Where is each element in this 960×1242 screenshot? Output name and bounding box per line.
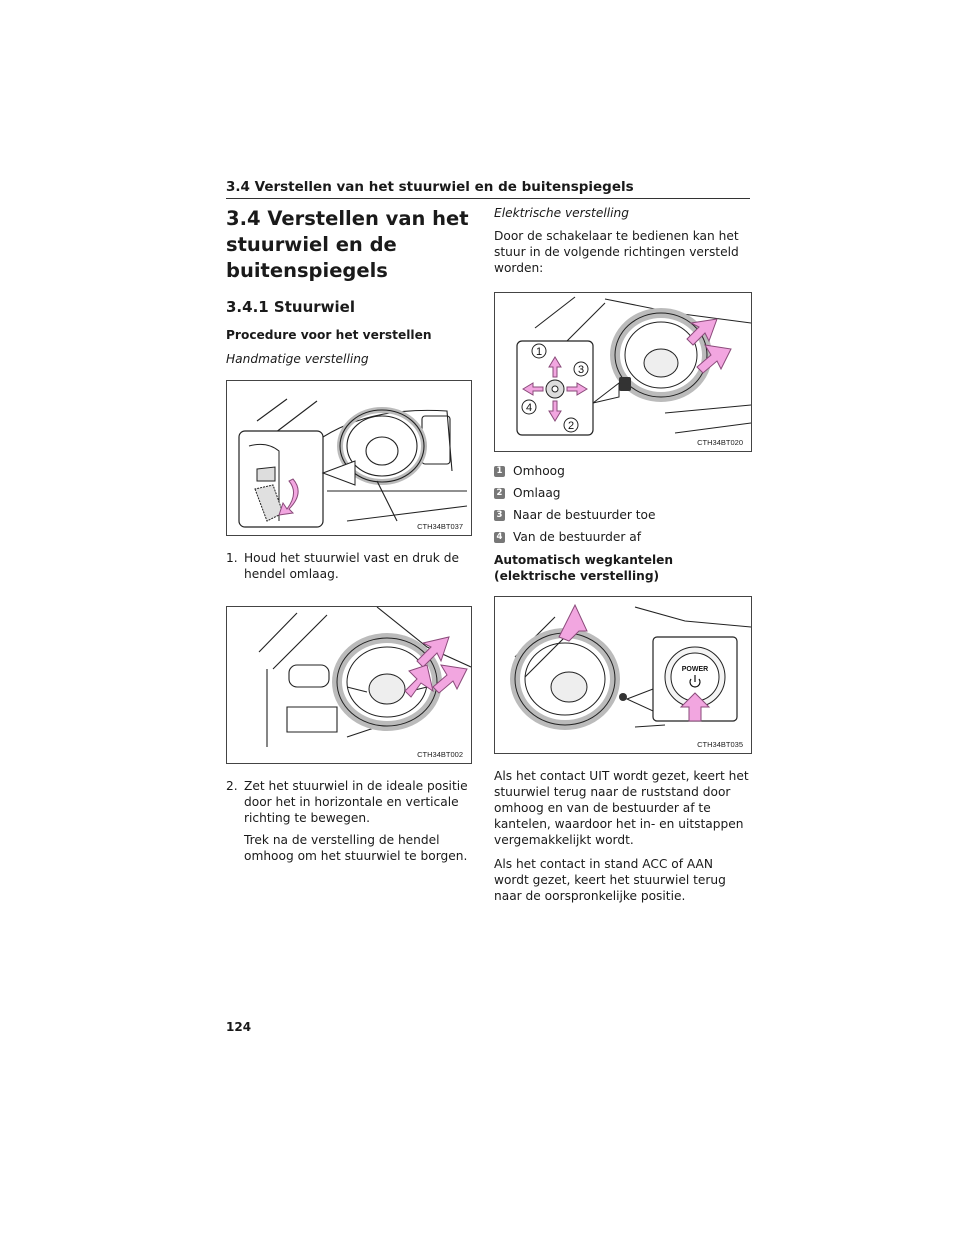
- right-column: [494, 206, 750, 904]
- procedure-heading: Procedure voor het verstellen: [226, 328, 432, 342]
- subsection-title: 3.4.1 Stuurwiel: [226, 298, 355, 316]
- step-number: 1.: [226, 551, 238, 565]
- direction-item: [494, 530, 750, 544]
- figure-tilt-telescopic: [226, 606, 472, 764]
- section-title: 3.4 Verstellen van het stuurwiel en de buitenspiegels: [226, 207, 469, 282]
- callout-4: 4: [525, 402, 533, 414]
- step-1: [226, 550, 470, 582]
- header-rule: [226, 198, 750, 199]
- electric-adjust-heading: Elektrische verstelling: [494, 206, 629, 220]
- callout-1: 1: [535, 346, 543, 358]
- figure-code: CTH34BT035: [697, 740, 743, 749]
- callout-3: 3: [577, 364, 585, 376]
- steering-adjust-illustration: [227, 607, 471, 763]
- direction-label: Omhoog: [513, 464, 565, 478]
- number-badge: 1: [494, 466, 505, 477]
- step-text: Houd het stuurwiel vast en druk de hendel omlaag.: [244, 551, 459, 581]
- callout-2: 2: [567, 420, 575, 432]
- auto-tilt-heading: Automatisch wegkantelen (elektrische verstelling): [494, 553, 674, 583]
- auto-tilt-paragraph-1: Als het contact UIT wordt gezet, keert het stuurwiel terug naar de ruststand door omhoog en van de bestuurder af te kantelen, waardoor het in- en uitstappen vergemakkelijkt wordt.: [494, 769, 749, 847]
- direction-list: [494, 464, 750, 544]
- direction-label: Naar de bestuurder toe: [513, 508, 656, 522]
- figure-code: CTH34BT020: [697, 438, 743, 447]
- direction-item: [494, 464, 750, 478]
- figure-code: CTH34BT002: [417, 750, 463, 759]
- electric-intro-text: Door de schakelaar te bedienen kan het stuur in de volgende richtingen versteld worden:: [494, 229, 739, 275]
- step-2-note: [226, 832, 470, 864]
- direction-item: [494, 486, 750, 500]
- step-text: Zet het stuurwiel in de ideale positie door het in horizontale en verticale richting te bewegen.: [244, 779, 468, 825]
- page-number: 124: [226, 1020, 252, 1034]
- number-badge: 3: [494, 510, 505, 521]
- number-badge: 2: [494, 488, 505, 499]
- electric-switch-illustration: [495, 293, 751, 451]
- step-note-text: Trek na de verstelling de hendel omhoog om het stuurwiel te borgen.: [244, 833, 468, 863]
- manual-adjust-heading: Handmatige verstelling: [226, 352, 369, 366]
- running-header: 3.4 Verstellen van het stuurwiel en de buitenspiegels: [226, 179, 634, 195]
- step-2: [226, 778, 470, 826]
- figure-code: CTH34BT037: [417, 522, 463, 531]
- auto-tilt-illustration: [495, 597, 751, 753]
- direction-item: [494, 508, 750, 522]
- step-number: 2.: [226, 779, 238, 793]
- power-button-label: POWER: [681, 666, 709, 673]
- dashboard-lever-illustration: [227, 381, 471, 535]
- number-badge: 4: [494, 532, 505, 543]
- figure-auto-tilt: [494, 596, 752, 754]
- direction-label: Omlaag: [513, 486, 561, 500]
- auto-tilt-paragraph-2: Als het contact in stand ACC of AAN wordt gezet, keert het stuurwiel terug naar de oorspronkelijke positie.: [494, 857, 726, 903]
- direction-label: Van de bestuurder af: [513, 530, 642, 544]
- figure-electric-switch: [494, 292, 752, 452]
- left-column: [226, 206, 470, 864]
- figure-manual-lever: [226, 380, 472, 536]
